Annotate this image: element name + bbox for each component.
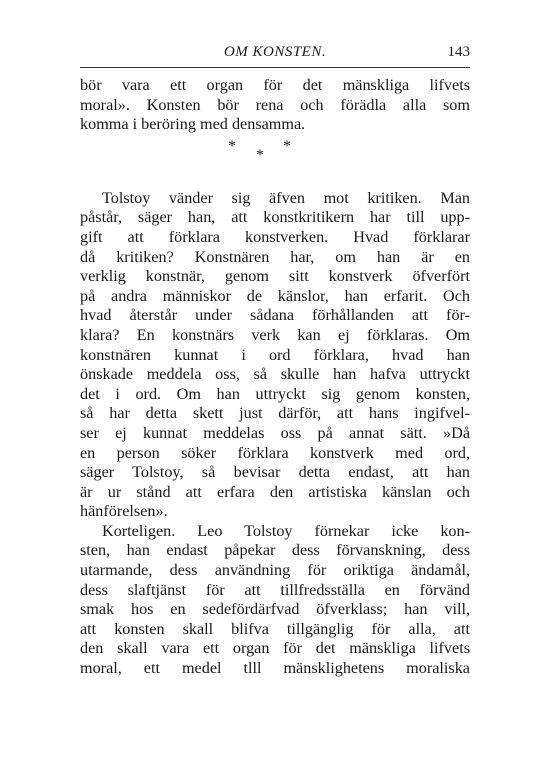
text-line: utarmande, dess användning för oriktiga ändamål, (80, 561, 470, 580)
text-line: en person söker förklara konstverk med ord, (80, 443, 470, 462)
text-line: klara? En konstnärs verk kan ej förklaras. Om (80, 325, 470, 344)
text-line: hänförelsen». (80, 502, 168, 521)
text-line: moral». Konsten bör rena och förädla alla som (80, 95, 470, 114)
paragraph-2 (80, 189, 470, 522)
text-line: att konsten skall blifva tillgänglig för alla, att (80, 619, 470, 638)
text-line: säger Tolstoy, så bevisar detta endast, att han (80, 463, 470, 482)
text-line: den skall vara ett organ för det mänskliga lifvets (80, 639, 470, 658)
text-line: smak hos en sedefördärfvad öfverklass; han vill, (80, 600, 470, 619)
text-line: det i ord. Om han uttryckt sig genom konsten, (80, 384, 470, 403)
text-line: Tolstoy vänder sig äfven mot kritiken. Man (102, 188, 470, 207)
text-line: ser ej kunnat meddelas oss på annat sätt. »Då (80, 423, 470, 442)
text-line: dess slaftjänst för att tillfredsställa en förvänd (80, 580, 470, 599)
paragraph-1 (80, 76, 470, 135)
header-rule (80, 67, 470, 68)
running-title: OM KONSTEN. (223, 44, 327, 60)
text-line: sten, han endast påpekar dess förvanskning, dess (80, 541, 470, 560)
text-line: Korteligen. Leo Tolstoy förnekar icke kon- (102, 521, 470, 540)
text-line: på andra människor de känslor, han erfarit. Och (80, 286, 470, 305)
text-line: gift att förklara konstverken. Hvad förklarar (80, 227, 470, 246)
asterisk: * (283, 137, 291, 155)
text-line: då kritiken? Konstnären har, om han är en (80, 247, 470, 266)
body-text (80, 76, 470, 679)
text-line: så har detta skett just därför, att hans ingifvel- (80, 404, 470, 423)
asterisk: * (228, 137, 236, 155)
asterisk: * (256, 146, 264, 164)
page-header (80, 44, 470, 66)
text-line: bör vara ett organ för det mänskliga lifvets (80, 76, 470, 94)
text-line: komma i beröring med densamma. (80, 115, 306, 134)
text-line: påstår, säger han, att konstkritikern har till upp- (80, 208, 470, 227)
paragraph-3 (80, 522, 470, 679)
text-line: önskade meddela oss, så skulle han hafva uttryckt (80, 365, 470, 384)
text-line: verklig konstnär, genom sitt konstverk öfverfört (80, 267, 470, 286)
page-number: 143 (447, 44, 470, 60)
section-separator (80, 139, 470, 185)
text-line: är ur stånd att erfara den artistiska känslan och (80, 482, 470, 501)
text-line: hvad återstår under sådana förhållanden att för- (80, 306, 470, 325)
text-line: moral, ett medel tlll mänsklighetens moraliska (80, 659, 470, 678)
text-line: konstnären kunnat i ord förklara, hvad han (80, 345, 470, 364)
